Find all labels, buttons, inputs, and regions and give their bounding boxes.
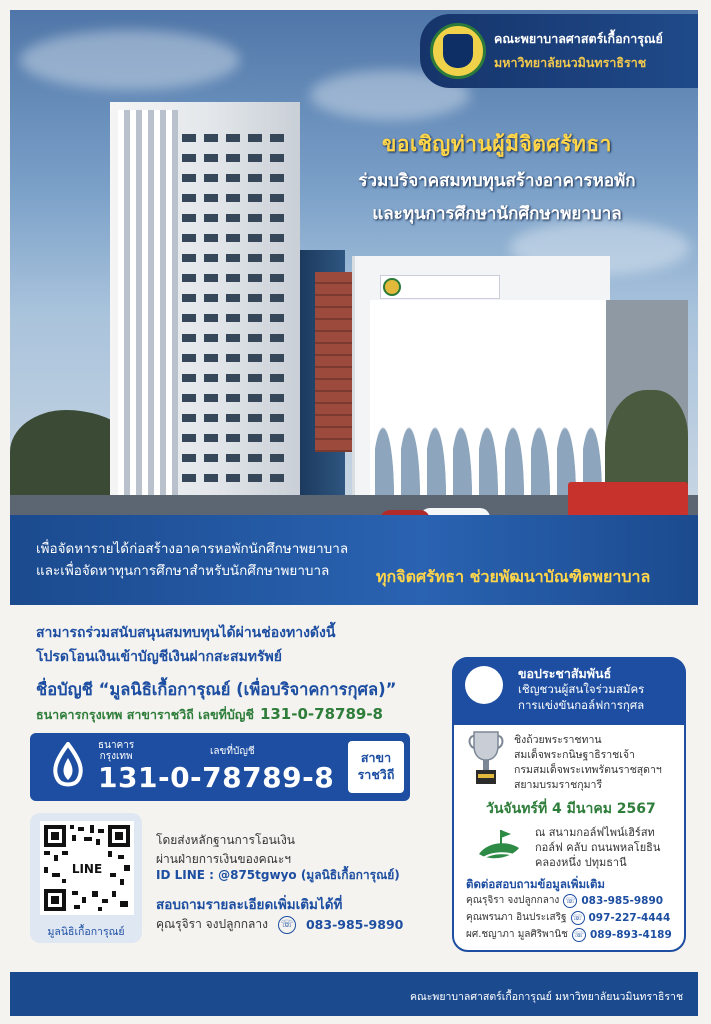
transfer-text: โปรดโอนเงินเข้าบัญชีเงินฝากสะสมทรัพย์ xyxy=(36,649,282,665)
golf-subtitle-1: เชิญชวนผู้สนใจร่วมสมัคร xyxy=(518,682,645,696)
bank-label xyxy=(98,740,134,762)
golf-contact-phone[interactable]: 083-985-9890 xyxy=(581,894,664,907)
bank-line-text: ธนาคารกรุงเทพ สาขาราชวิถี เลขที่บัญชี xyxy=(36,707,254,722)
venue-line-2: กอล์ฟ คลับ ถนนพหลโยธิน xyxy=(535,841,661,854)
account-number: 131-0-78789-8 xyxy=(98,761,335,794)
branch-box xyxy=(348,741,404,793)
tower-facade xyxy=(118,110,178,505)
golf-contact-heading: ติดต่อสอบถามข้อมูลเพิ่มเติม xyxy=(466,877,606,891)
proof-line-1: โดยส่งหลักฐานการโอนเงิน xyxy=(156,833,296,847)
phone-icon: ☏ xyxy=(278,916,296,934)
event-date: วันจันทร์ที่ 4 มีนาคม 2567 xyxy=(486,801,656,817)
golf-club-logo-icon xyxy=(477,828,521,864)
account-number-label: เลขที่บัญชี xyxy=(210,746,255,757)
phone-icon: ☏ xyxy=(563,894,577,908)
golf-contact-phone[interactable]: 089-893-4189 xyxy=(589,928,672,941)
venue-line-1: ณ สนามกอล์ฟไพน์เฮิร์สท xyxy=(535,826,655,839)
headline-invite: ขอเชิญท่านผู้มีจิตศรัทธา xyxy=(382,132,612,156)
seal-icon xyxy=(383,278,401,296)
cloud xyxy=(20,30,240,90)
golf-contact-phone[interactable]: 097-227-4444 xyxy=(588,911,671,924)
headline-scholarship: และทุนการศึกษานักศึกษาพยาบาล xyxy=(372,204,622,224)
slogan: ทุกจิตศรัทธา ช่วยพัฒนาบัณฑิตพยาบาล xyxy=(376,567,651,586)
contact-row xyxy=(156,915,403,934)
faculty-logo-banner xyxy=(420,14,698,88)
cup-line-4: สยามบรมราชกุมารี xyxy=(514,779,603,791)
phone-icon: ☏ xyxy=(571,911,585,925)
phone-icon: ☏ xyxy=(572,928,586,942)
bank-line xyxy=(36,705,383,725)
qr-caption: มูลนิธิเกื้อการุณย์ xyxy=(47,926,125,938)
trophy-icon xyxy=(468,728,504,788)
golf-contact-name: คุณพรนภา อินประเสริฐ xyxy=(466,912,567,923)
headline-donate: ร่วมบริจาคสมทบทุนสร้างอาคารหอพัก xyxy=(358,171,636,191)
bank-label-2: กรุงเทพ xyxy=(99,751,133,762)
purpose-text xyxy=(36,538,348,582)
line-qr-code[interactable] xyxy=(40,821,134,915)
headline xyxy=(302,128,692,227)
golf-contact-name: ผศ.ชญาภา มูลศิริพานิช xyxy=(466,929,568,940)
venue-line-3: คลองหนึ่ง ปทุมธานี xyxy=(535,856,627,869)
cup-line-2: สมเด็จพระกนิษฐาธิราชเจ้า xyxy=(514,749,635,761)
branch-name: ราชวิถี xyxy=(357,767,395,782)
university-name: มหาวิทยาลัยนวมินทราธิราช xyxy=(494,55,647,70)
tower-windows xyxy=(182,122,292,482)
cup-line-1: ชิงถ้วยพระราชทาน xyxy=(514,734,602,746)
bank-line-number: 131-0-78789-8 xyxy=(259,705,383,723)
golf-contact-row xyxy=(466,893,663,908)
account-name: ชื่อบัญชี “มูลนิธิเกื้อการุณย์ (เพื่อบริจาคการกุศล)” xyxy=(36,680,397,699)
golf-contact-row xyxy=(466,927,672,942)
contact-name: คุณรุจิรา จงปลูกกลาง xyxy=(156,917,268,931)
arch-ribs xyxy=(370,300,606,495)
car xyxy=(420,508,490,515)
bangkok-bank-lotus-icon xyxy=(48,742,88,790)
cup-line-3: กรมสมเด็จพระเทพรัตนราชสุดาฯ xyxy=(514,764,662,776)
golf-ball-icon xyxy=(465,666,503,704)
branch-label: สาขา xyxy=(360,750,392,765)
fire-truck xyxy=(568,482,688,515)
line-text: LINE xyxy=(71,862,103,876)
faculty-name: คณะพยาบาลศาสตร์เกื้อการุณย์ xyxy=(494,31,663,46)
golf-subtitle-2: การแข่งขันกอล์ฟการกุศล xyxy=(518,698,645,712)
proof-line-2: ผ่านฝ่ายการเงินของคณะฯ xyxy=(156,852,291,866)
bank-label-1: ธนาคาร xyxy=(98,740,135,751)
footer-text: คณะพยาบาลศาสตร์เกื้อการุณย์ มหาวิทยาลัยนวมินทราธิราช xyxy=(410,991,684,1003)
line-id[interactable]: ID LINE : @875tgwyo (มูลนิธิเกื้อการุณย์) xyxy=(156,868,400,882)
channels-text: สามารถร่วมสนับสนุนสมทบทุนได้ผ่านช่องทางดังนี้ xyxy=(36,625,336,641)
purpose-line-1: เพื่อจัดหารายได้ก่อสร้างอาคารหอพักนักศึกษาพยาบาล xyxy=(36,541,349,557)
golf-contact-name: คุณรุจิรา จงปลูกกลาง xyxy=(466,895,560,906)
more-info-heading: สอบถามรายละเอียดเพิ่มเติมได้ที่ xyxy=(156,897,343,913)
university-seal-icon xyxy=(430,23,486,79)
golf-title: ขอประชาสัมพันธ์ xyxy=(518,666,612,681)
venue xyxy=(535,825,660,870)
purpose-line-2: และเพื่อจัดหาทุนการศึกษาสำหรับนักศึกษาพยาบาล xyxy=(36,563,330,579)
golf-contact-row xyxy=(466,910,670,925)
cup-description xyxy=(514,733,662,793)
contact-phone[interactable]: 083-985-9890 xyxy=(305,917,404,932)
tower-building xyxy=(110,102,300,512)
